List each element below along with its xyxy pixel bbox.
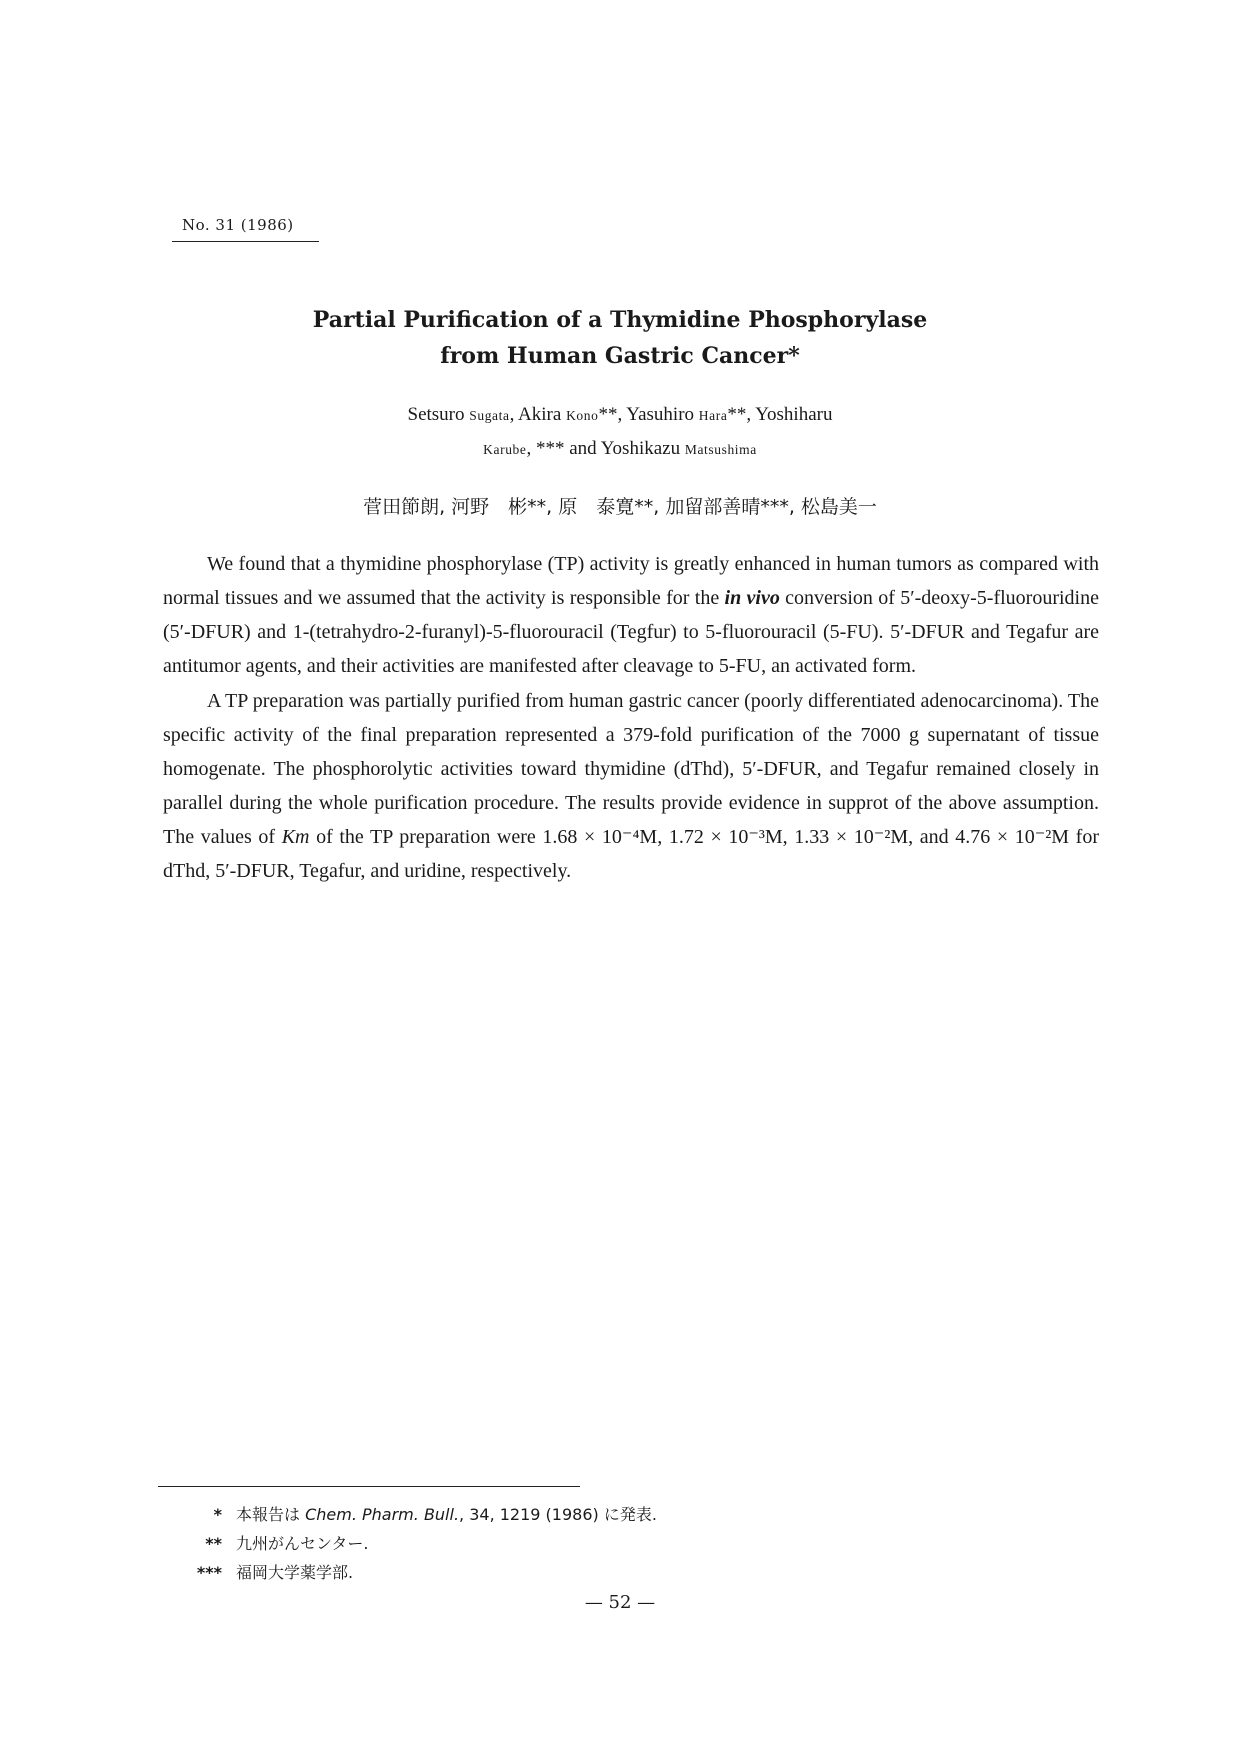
abstract-text: conversion of 5′-deoxy-5-fluorouridine (5′-DFUR) and 1-(tetrahydro-2-furanyl)-5-fluorouracil (Tegfur) to 5-fluorouracil (5-FU). 5′-DFUR and Tegafur are antitumor agents, and their activities are manifested after cleavage to 5-FU, an activated form. (163, 587, 1099, 677)
abstract-text: We found that a thymidine phosphorylase (TP) activity is greatly enhanced in human tumors as compared with normal tissues and we assumed that the activity is responsible for the (163, 553, 1099, 609)
author-separator: , (509, 404, 519, 425)
author-family-name: Hara (698, 408, 728, 423)
footnote (178, 1558, 657, 1587)
footnote-text-part: , 34, 1219 (1986) に発表. (459, 1505, 657, 1524)
author-given-name: Yoshikazu (600, 438, 685, 459)
footnote-text: 福岡大学薬学部. (236, 1563, 354, 1582)
abstract-paragraph-1 (163, 547, 1099, 683)
footnote-text-part: 本報告は (236, 1505, 306, 1524)
abstract (163, 547, 1099, 889)
abstract-emphasis: Km (281, 826, 310, 848)
issue-underline (172, 241, 319, 242)
title-line-2: from Human Gastric Cancer* (440, 343, 800, 369)
abstract-text: A TP preparation was partially purified from human gastric cancer (poorly differentiated adenocarcinoma). The specific activity of the final preparation represented a 379-fold purification of the 7000 g supernatant of tissue homogenate. The phosphorolytic activities toward thymidine (dThd), 5′-DFUR, and Tegafur remained closely in parallel during the whole purification procedure. The results provide evidence in supprot of the above assumption. The values of (163, 690, 1099, 848)
footnotes (178, 1500, 657, 1587)
author-given-name: Yasuhiro (626, 404, 699, 425)
footnote-text (236, 1500, 657, 1529)
footnote-journal: Chem. Pharm. Bull. (305, 1505, 460, 1524)
issue-number: No. 31 (1986) (182, 216, 294, 234)
author-separator: **, (598, 404, 627, 425)
footnote-mark: * (213, 1505, 222, 1524)
paper-title (0, 302, 1240, 374)
footnote-text: 九州がんセンター. (236, 1534, 369, 1553)
author-family-name: Kono (566, 408, 599, 423)
author-line-1 (0, 398, 1240, 432)
author-family-name: Karube (483, 442, 527, 457)
author-list-japanese: 菅田節朗, 河野 彬**, 原 泰寛**, 加留部善晴***, 松島美一 (363, 496, 877, 518)
footnote (178, 1500, 657, 1529)
abstract-paragraph-2 (163, 684, 1099, 888)
page-number: — 52 — (584, 1592, 656, 1613)
author-given-name: Akira (518, 404, 567, 425)
footnote-mark: *** (196, 1563, 222, 1582)
author-family-name: Sugata (469, 408, 510, 423)
abstract-emphasis: in vivo (724, 587, 780, 609)
author-separator: **, (727, 404, 756, 425)
title-line-1: Partial Purification of a Thymidine Phosphorylase (312, 307, 928, 333)
footnote-rule (158, 1486, 580, 1487)
author-given-name: Setsuro (407, 404, 470, 425)
author-family-name: Matsushima (684, 442, 757, 457)
author-list (0, 398, 1240, 466)
author-separator: , *** and (526, 438, 601, 459)
abstract-text: of the TP preparation were 1.68 × 10⁻⁴M, 1.72 × 10⁻³M, 1.33 × 10⁻²M, and 4.76 × 10⁻²M for dThd, 5′-DFUR, Tegafur, and uridine, respectively. (163, 826, 1099, 882)
author-given-name: Yoshiharu (755, 404, 833, 425)
footnote (178, 1529, 657, 1558)
author-line-2 (0, 432, 1240, 466)
footnote-mark: ** (205, 1534, 222, 1553)
